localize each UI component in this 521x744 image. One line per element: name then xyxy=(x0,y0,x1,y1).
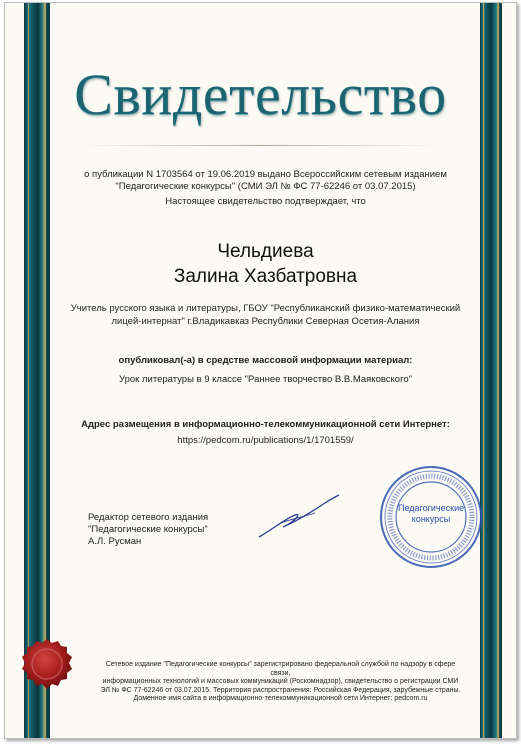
confirmation-text: Настоящее свидетельство подтверждает, что xyxy=(165,196,366,207)
recipient-position xyxy=(65,302,466,328)
editor-publication: "Педагогические конкурсы" xyxy=(88,524,208,535)
publication-info-line1: о публикации N 1703564 от 19.06.2019 выдано Всероссийским сетевым изданием xyxy=(84,169,447,180)
editor-signature xyxy=(253,493,343,543)
published-label: опубликовал(-а) в средстве массовой информации материал: xyxy=(118,355,413,366)
stamp-center-text xyxy=(398,503,464,525)
footer-legal-text xyxy=(95,661,466,704)
official-stamp xyxy=(379,465,483,569)
wax-seal-icon xyxy=(19,637,75,693)
recipient-name xyxy=(65,239,466,289)
publication-info xyxy=(65,169,466,193)
stamp-text-line1: Педагогические xyxy=(398,503,465,513)
material-title: Урок литературы в 9 классе "Раннее творчество В.В.Маяковского" xyxy=(119,374,412,385)
recipient-surname: Чельдиева xyxy=(217,241,314,262)
editor-role: Редактор сетевого издания xyxy=(88,512,209,523)
position-line2: лицей-интернат" г.Владикавказ Республики Северная Осетия-Алания xyxy=(111,316,420,327)
publication-info-line2: "Педагогические конкурсы" (СМИ ЭЛ № ФС 77-62246 от 03.07.2015) xyxy=(115,181,416,192)
footer-line3: ЭЛ № ФС 77-62246 от 03.07.2015. Территория распространения: Российская Федерация, зарубежные страны. xyxy=(100,686,461,694)
footer-line1: Сетевое издание "Педагогические конкурсы" зарегистрировано федеральной службой по надзору в сфере связи, xyxy=(105,661,456,677)
stamp-text-line2: конкурсы xyxy=(411,514,451,524)
certificate-page xyxy=(4,2,517,739)
publication-url[interactable]: https://pedcom.ru/publications/1/1701559/ xyxy=(177,435,354,446)
editor-name: А.Л. Русман xyxy=(88,536,142,547)
recipient-given-names: Залина Хазбатровна xyxy=(173,266,358,287)
title-divider xyxy=(80,145,441,146)
footer-line4: Доменное имя сайта в информационно-телекоммуникационной сети Интернет: pedcom.ru xyxy=(133,695,428,703)
certificate-title: Свидетельство xyxy=(74,62,447,127)
footer-line2: информационных технологий и массовых коммуникаций (Роскомнадзор), свидетельство о регистрации СМИ xyxy=(102,678,459,686)
editor-block xyxy=(88,512,208,548)
position-line1: Учитель русского языка и литературы, ГБОУ "Республиканский физико-математический xyxy=(70,303,461,314)
address-label: Адрес размещения в информационно-телекоммуникационной сети Интернет: xyxy=(81,419,450,430)
